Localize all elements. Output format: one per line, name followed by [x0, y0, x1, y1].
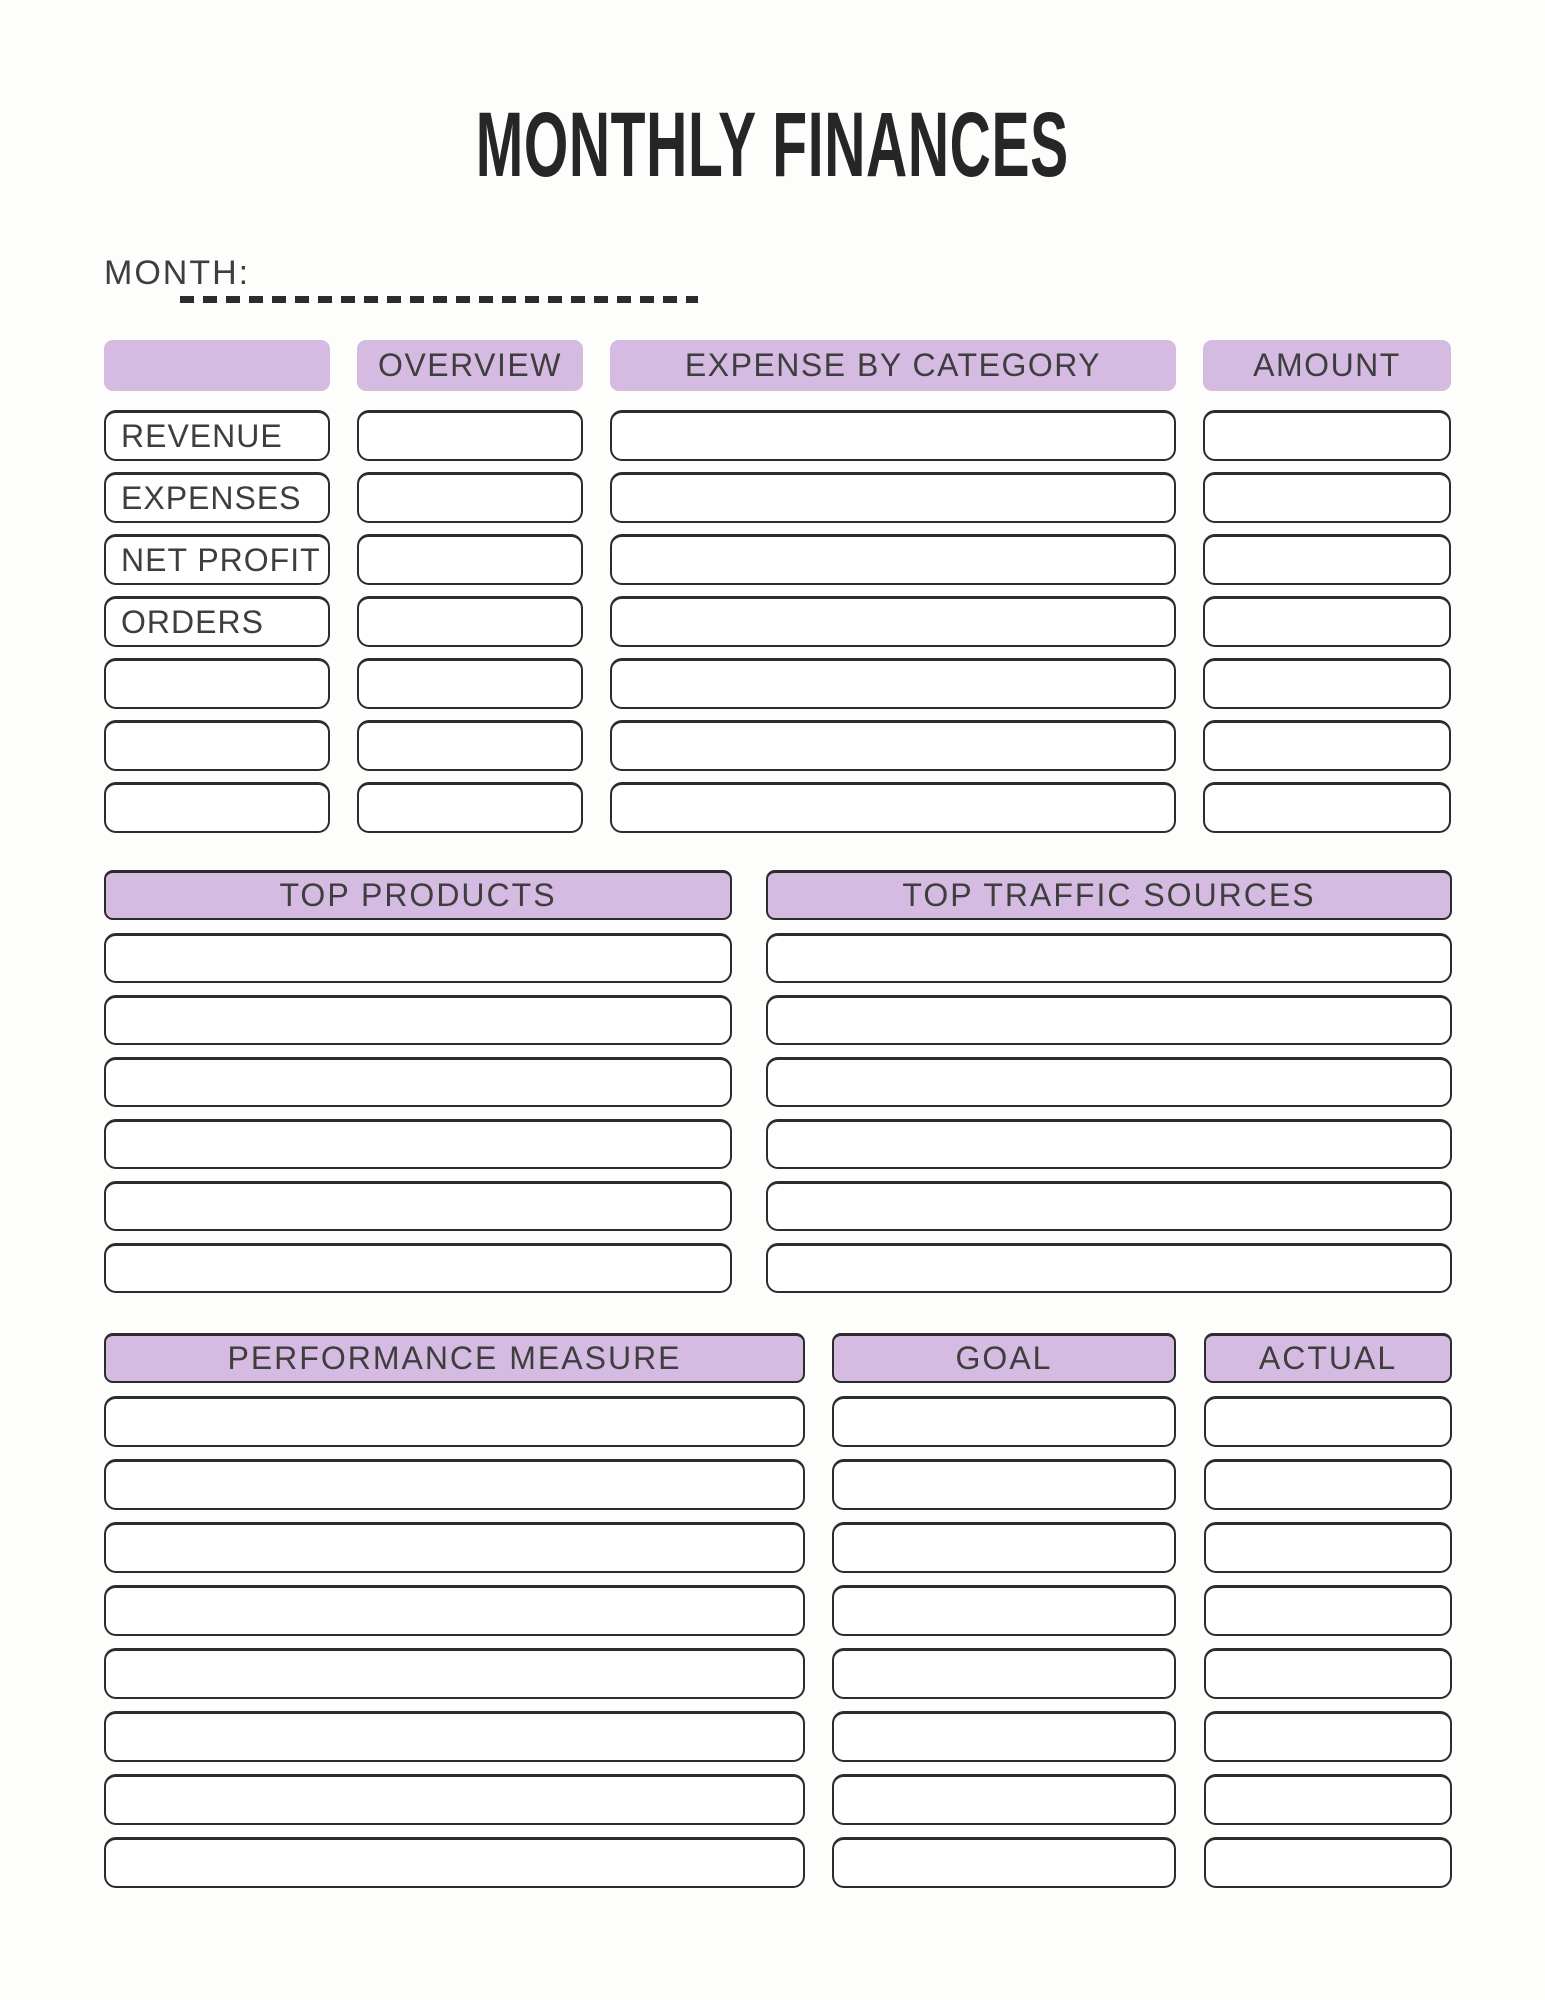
month-fill-in-line[interactable] [180, 296, 698, 303]
blank-header-cell [104, 340, 330, 391]
actual-field[interactable] [1204, 1522, 1452, 1573]
overview-column-header: OVERVIEW [357, 340, 583, 391]
actual-field[interactable] [1204, 1648, 1452, 1699]
amount-field[interactable] [1203, 534, 1451, 585]
top-product-field[interactable] [104, 1057, 732, 1107]
expense-category-field[interactable] [610, 472, 1176, 523]
performance-measure-field[interactable] [104, 1837, 805, 1888]
overview-field[interactable] [357, 410, 583, 461]
performance-measure-field[interactable] [104, 1396, 805, 1447]
actual-field[interactable] [1204, 1396, 1452, 1447]
top-products-section [104, 870, 732, 1293]
expense-by-category-column-header: EXPENSE BY CATEGORY [610, 340, 1176, 391]
performance-measure-field[interactable] [104, 1459, 805, 1510]
goal-field[interactable] [832, 1396, 1176, 1447]
actual-rows [1204, 1396, 1452, 1888]
actual-field[interactable] [1204, 1459, 1452, 1510]
traffic-source-field[interactable] [766, 995, 1452, 1045]
top-product-field[interactable] [104, 933, 732, 983]
expense-category-field[interactable] [610, 782, 1176, 833]
top-products-header: TOP PRODUCTS [104, 870, 732, 920]
top-traffic-sources-section [766, 870, 1452, 1293]
overview-row-label: NET PROFIT [104, 534, 330, 585]
traffic-source-field[interactable] [766, 933, 1452, 983]
performance-measure-section [104, 1333, 805, 1888]
goal-section [832, 1333, 1176, 1888]
overview-field[interactable] [357, 782, 583, 833]
amount-field[interactable] [1203, 720, 1451, 771]
amount-field[interactable] [1203, 410, 1451, 461]
performance-measure-field[interactable] [104, 1648, 805, 1699]
goal-header: GOAL [832, 1333, 1176, 1383]
performance-measure-field[interactable] [104, 1585, 805, 1636]
actual-field[interactable] [1204, 1585, 1452, 1636]
goal-field[interactable] [832, 1837, 1176, 1888]
expense-category-field[interactable] [610, 410, 1176, 461]
performance-measure-rows [104, 1396, 805, 1888]
goal-field[interactable] [832, 1585, 1176, 1636]
overview-field[interactable] [357, 658, 583, 709]
overview-rows [104, 410, 1451, 833]
overview-row-label: ORDERS [104, 596, 330, 647]
actual-field[interactable] [1204, 1711, 1452, 1762]
overview-label-cell[interactable] [104, 658, 330, 709]
top-product-field[interactable] [104, 995, 732, 1045]
performance-measure-field[interactable] [104, 1522, 805, 1573]
actual-header: ACTUAL [1204, 1333, 1452, 1383]
expense-category-field[interactable] [610, 596, 1176, 647]
top-product-field[interactable] [104, 1243, 732, 1293]
goal-field[interactable] [832, 1648, 1176, 1699]
expense-category-field[interactable] [610, 534, 1176, 585]
top-product-field[interactable] [104, 1181, 732, 1231]
goal-field[interactable] [832, 1459, 1176, 1510]
overview-label-cell[interactable] [104, 720, 330, 771]
overview-header-row [104, 340, 1451, 391]
goal-field[interactable] [832, 1774, 1176, 1825]
top-product-field[interactable] [104, 1119, 732, 1169]
goal-field[interactable] [832, 1522, 1176, 1573]
traffic-source-field[interactable] [766, 1057, 1452, 1107]
performance-measure-field[interactable] [104, 1711, 805, 1762]
amount-field[interactable] [1203, 658, 1451, 709]
overview-field[interactable] [357, 472, 583, 523]
actual-field[interactable] [1204, 1837, 1452, 1888]
actual-section [1204, 1333, 1452, 1888]
overview-label-cell[interactable] [104, 782, 330, 833]
performance-measure-header: PERFORMANCE MEASURE [104, 1333, 805, 1383]
overview-field[interactable] [357, 720, 583, 771]
amount-column-header: AMOUNT [1203, 340, 1451, 391]
actual-field[interactable] [1204, 1774, 1452, 1825]
goal-rows [832, 1396, 1176, 1888]
performance-measure-field[interactable] [104, 1774, 805, 1825]
top-traffic-sources-rows [766, 933, 1452, 1293]
overview-field[interactable] [357, 534, 583, 585]
traffic-source-field[interactable] [766, 1243, 1452, 1293]
amount-field[interactable] [1203, 782, 1451, 833]
overview-row-label: REVENUE [104, 410, 330, 461]
expense-category-field[interactable] [610, 720, 1176, 771]
amount-field[interactable] [1203, 596, 1451, 647]
expense-category-field[interactable] [610, 658, 1176, 709]
month-label: MONTH: [104, 254, 251, 292]
page-title [0, 94, 1545, 196]
traffic-source-field[interactable] [766, 1181, 1452, 1231]
overview-row-label: EXPENSES [104, 472, 330, 523]
traffic-source-field[interactable] [766, 1119, 1452, 1169]
top-products-rows [104, 933, 732, 1293]
amount-field[interactable] [1203, 472, 1451, 523]
overview-field[interactable] [357, 596, 583, 647]
top-traffic-sources-header: TOP TRAFFIC SOURCES [766, 870, 1452, 920]
goal-field[interactable] [832, 1711, 1176, 1762]
page-title-text: MONTHLY FINANCES [475, 94, 1070, 196]
